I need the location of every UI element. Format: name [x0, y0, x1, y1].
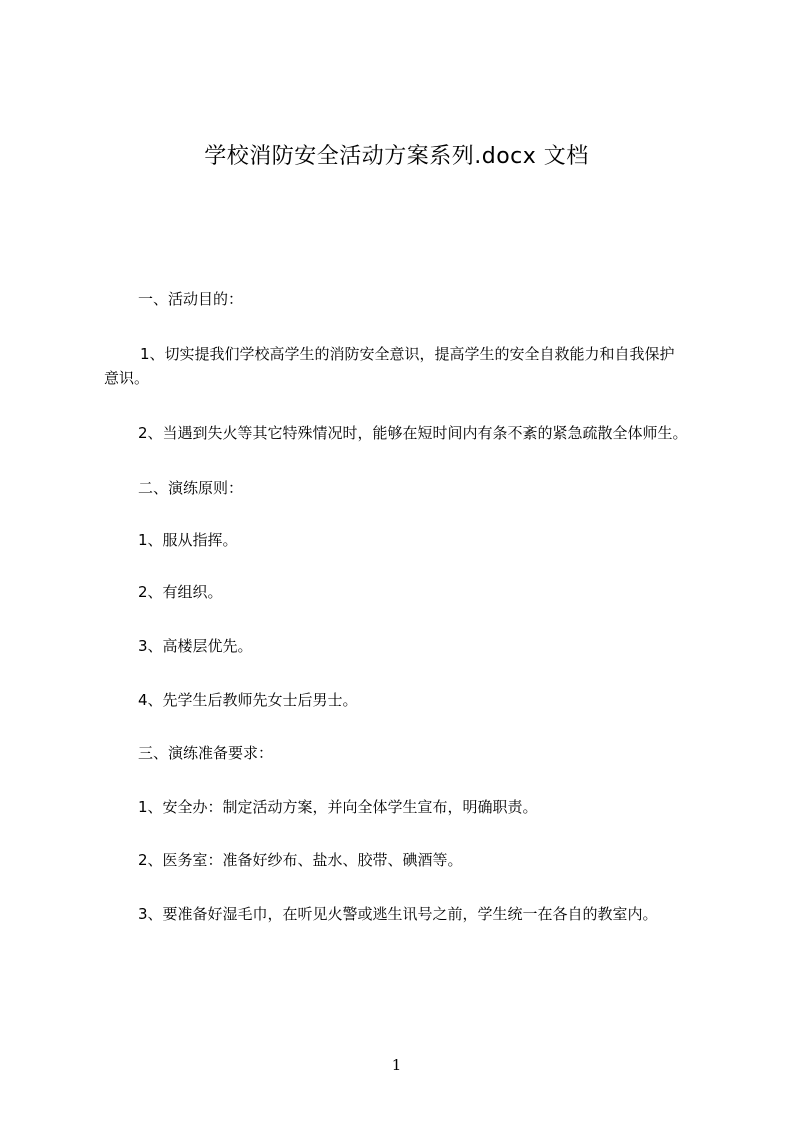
paragraph-purpose-2: [104, 421, 719, 445]
paragraph-text: 3、高楼层优先。: [138, 637, 253, 655]
section-heading-principles: [104, 476, 719, 500]
paragraph-requirement-1: [104, 795, 719, 819]
section-heading-text: 一、活动目的：: [138, 290, 244, 308]
section-heading-requirements: [104, 741, 719, 765]
section-heading-purpose: [104, 287, 719, 311]
paragraph-line: 1、切实提我们学校高学生的消防安全意识，提高学生的安全自救能力和自我保护: [140, 345, 675, 363]
paragraph-text: 3、要准备好湿毛巾，在听见火警或逃生讯号之前，学生统一在各自的教室内。: [138, 905, 658, 923]
paragraph-principle-4: [104, 688, 719, 712]
paragraph-line: 意识。: [104, 369, 150, 387]
document-title: 学校消防安全活动方案系列.docx 文档: [204, 144, 589, 169]
paragraph-text: 2、当遇到失火等其它特殊情况时，能够在短时间内有条不紊的紧急疏散全体师生。: [138, 424, 688, 442]
paragraph-text: 2、医务室：准备好纱布、盐水、胶带、碘酒等。: [138, 851, 463, 869]
page-number: 1: [391, 1056, 402, 1074]
paragraph-text: 4、先学生后教师先女士后男士。: [138, 691, 358, 709]
paragraph-principle-3: [104, 634, 719, 658]
section-heading-text: 二、演练原则：: [138, 479, 244, 497]
paragraph-requirement-3: [104, 902, 719, 926]
paragraph-text: 2、有组织。: [138, 583, 223, 601]
paragraph-requirement-2: [104, 848, 719, 872]
paragraph-purpose-1: [104, 342, 719, 390]
paragraph-principle-1: [104, 528, 719, 552]
paragraph-text: 1、安全办：制定活动方案，并向全体学生宣布，明确职责。: [138, 798, 538, 816]
section-heading-text: 三、演练准备要求：: [138, 744, 274, 762]
paragraph-text: 1、服从指挥。: [138, 531, 238, 549]
paragraph-principle-2: [104, 580, 719, 604]
